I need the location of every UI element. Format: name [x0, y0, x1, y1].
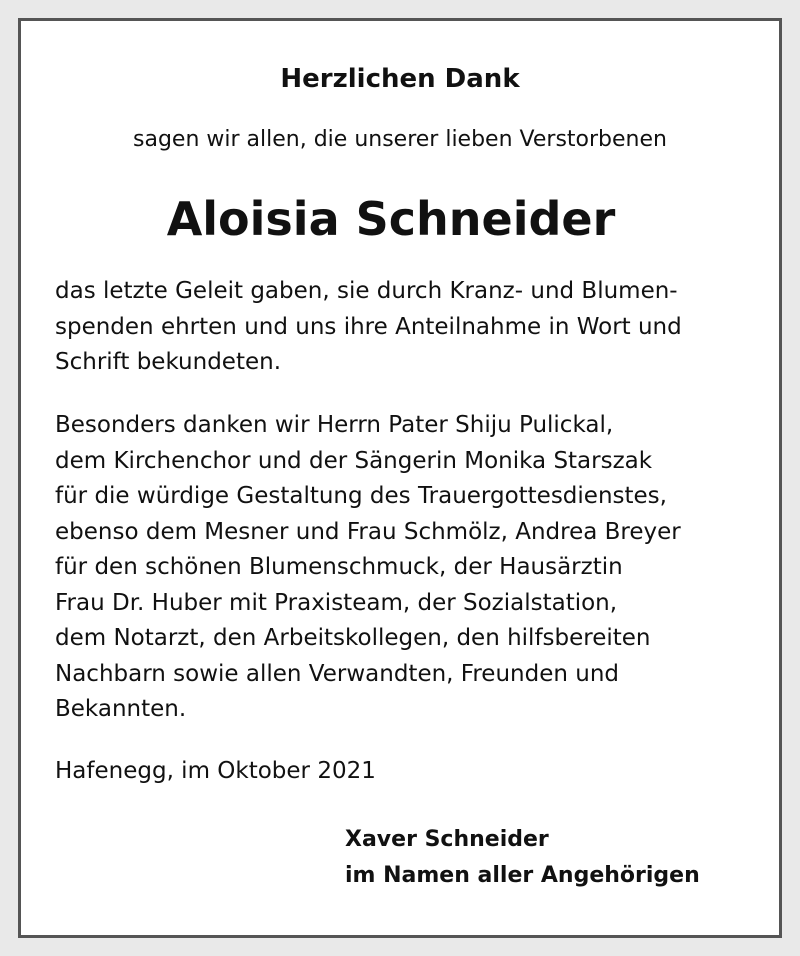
text-line: Nachbarn sowie allen Verwandten, Freunden und: [55, 660, 619, 687]
deceased-name: Aloisia Schneider: [166, 192, 616, 246]
text-line: für die würdige Gestaltung des Trauergottesdienstes,: [55, 483, 667, 509]
signature-on-behalf: im Namen aller Angehörigen: [345, 863, 700, 888]
paragraph-special-thanks: [55, 408, 765, 728]
text-line: ebenso dem Mesner und Frau Schmölz, Andrea Breyer: [55, 518, 681, 545]
signature-name: Xaver Schneider: [345, 827, 549, 852]
text-line: Bekannten.: [55, 696, 187, 722]
text-line: dem Notarzt, den Arbeitskollegen, den hilfsbereiten: [55, 625, 651, 651]
notice-heading: Herzlichen Dank: [280, 64, 520, 94]
text-line: für den schönen Blumenschmuck, der Hausärztin: [55, 554, 623, 580]
text-line: dem Kirchenchor und der Sängerin Monika Starszak: [55, 447, 653, 474]
text-line: spenden ehrten und uns ihre Anteilnahme in Wort und: [55, 313, 682, 340]
notice-subheading: sagen wir allen, die unserer lieben Verstorbenen: [133, 127, 667, 152]
paragraph-thanks: [55, 274, 765, 381]
text-line: Besonders danken wir Herrn Pater Shiju Pulickal,: [55, 412, 614, 438]
place-date: Hafenegg, im Oktober 2021: [55, 758, 376, 784]
text-line: Frau Dr. Huber mit Praxisteam, der Sozialstation,: [55, 589, 618, 616]
text-line: Schrift bekundeten.: [55, 349, 282, 375]
text-line: das letzte Geleit gaben, sie durch Kranz- und Blumen-: [55, 278, 678, 304]
signature-block: [345, 822, 700, 894]
